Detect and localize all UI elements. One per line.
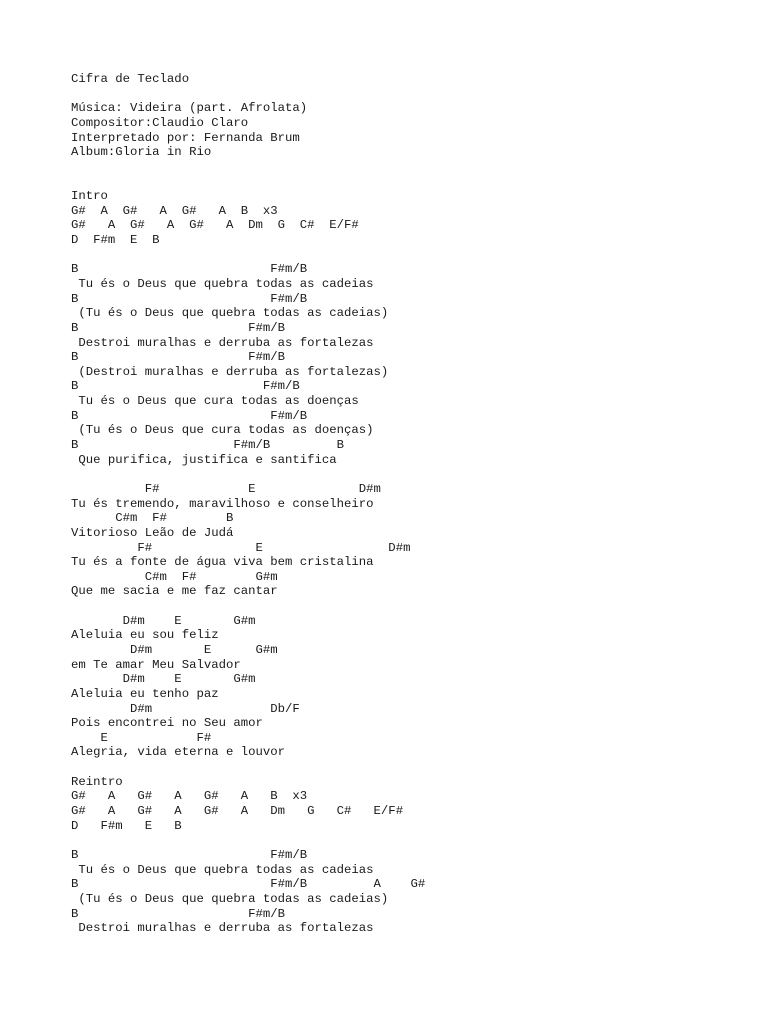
text-line: D#m E G#m: [71, 642, 278, 657]
text-line: B F#m/B: [71, 291, 308, 306]
text-line: Que purifica, justifica e santifica: [71, 452, 337, 467]
text-line: Aleluia eu sou feliz: [71, 628, 219, 643]
text-line: E F#: [71, 730, 212, 745]
blank-line: [71, 760, 751, 775]
text-line: B F#m/B: [71, 847, 308, 862]
text-line: G# A G# A G# A B x3: [71, 203, 278, 218]
text-line: B F#m/B: [71, 379, 300, 394]
text-line: Música: Videira (part. Afrolata): [71, 101, 308, 116]
text-line: Alegria, vida eterna e louvor: [71, 745, 286, 760]
text-line: D F#m E B: [71, 818, 182, 833]
text-line: Que me sacia e me faz cantar: [71, 584, 278, 599]
text-line: Album:Gloria in Rio: [71, 145, 212, 160]
blank-line: [71, 174, 751, 189]
sheet-title: Cifra de Teclado: [71, 72, 190, 86]
text-line: G# A G# A G# A B x3: [71, 789, 308, 804]
text-line: Destroi muralhas e derruba as fortalezas: [71, 921, 374, 936]
text-line: C#m F# B: [71, 511, 234, 526]
blank-line: [71, 160, 751, 175]
chord-sheet: [71, 72, 751, 936]
text-line: D F#m E B: [71, 233, 160, 248]
blank-line: [71, 599, 751, 614]
text-line: Tu és a fonte de água viva bem cristalina: [71, 555, 374, 570]
text-line: B F#m/B: [71, 350, 286, 365]
text-line: C#m F# G#m: [71, 569, 278, 584]
text-line: B F#m/B: [71, 906, 286, 921]
chord-lyric-lines: [71, 101, 751, 936]
text-line: F# E D#m: [71, 540, 411, 555]
blank-line: [71, 833, 751, 848]
text-line: (Destroi muralhas e derruba as fortalezas): [71, 364, 389, 379]
text-line: D#m E G#m: [71, 613, 256, 628]
text-line: Interpretado por: Fernanda Brum: [71, 130, 300, 145]
text-line: Tu és o Deus que cura todas as doenças: [71, 394, 359, 409]
text-line: em Te amar Meu Salvador: [71, 657, 241, 672]
text-line: Vitorioso Leão de Judá: [71, 525, 234, 540]
text-line: Destroi muralhas e derruba as fortalezas: [71, 335, 374, 350]
text-line: (Tu és o Deus que cura todas as doenças): [71, 423, 374, 438]
text-line: B F#m/B: [71, 320, 286, 335]
text-line: Tu és o Deus que quebra todas as cadeias: [71, 862, 374, 877]
text-line: G# A G# A G# A Dm G C# E/F#: [71, 804, 404, 819]
text-line: (Tu és o Deus que quebra todas as cadeias): [71, 306, 389, 321]
text-line: F# E D#m: [71, 481, 381, 496]
text-line: G# A G# A G# A Dm G C# E/F#: [71, 218, 359, 233]
text-line: Intro: [71, 189, 108, 204]
text-line: B F#m/B: [71, 408, 308, 423]
text-line: Reintro: [71, 774, 123, 789]
blank-line: [71, 467, 751, 482]
text-line: B F#m/B A G#: [71, 877, 426, 892]
text-line: B F#m/B: [71, 262, 308, 277]
text-line: Compositor:Claudio Claro: [71, 115, 249, 130]
text-line: D#m Db/F: [71, 701, 300, 716]
text-line: Tu és o Deus que quebra todas as cadeias: [71, 276, 374, 291]
blank-line: [71, 248, 751, 263]
text-line: Pois encontrei no Seu amor: [71, 716, 263, 731]
text-line: (Tu és o Deus que quebra todas as cadeias): [71, 891, 389, 906]
text-line: B F#m/B B: [71, 438, 345, 453]
text-line: Tu és tremendo, maravilhoso e conselheiro: [71, 496, 374, 511]
text-line: D#m E G#m: [71, 672, 256, 687]
blank-line: [71, 87, 751, 102]
text-line: Aleluia eu tenho paz: [71, 686, 219, 701]
